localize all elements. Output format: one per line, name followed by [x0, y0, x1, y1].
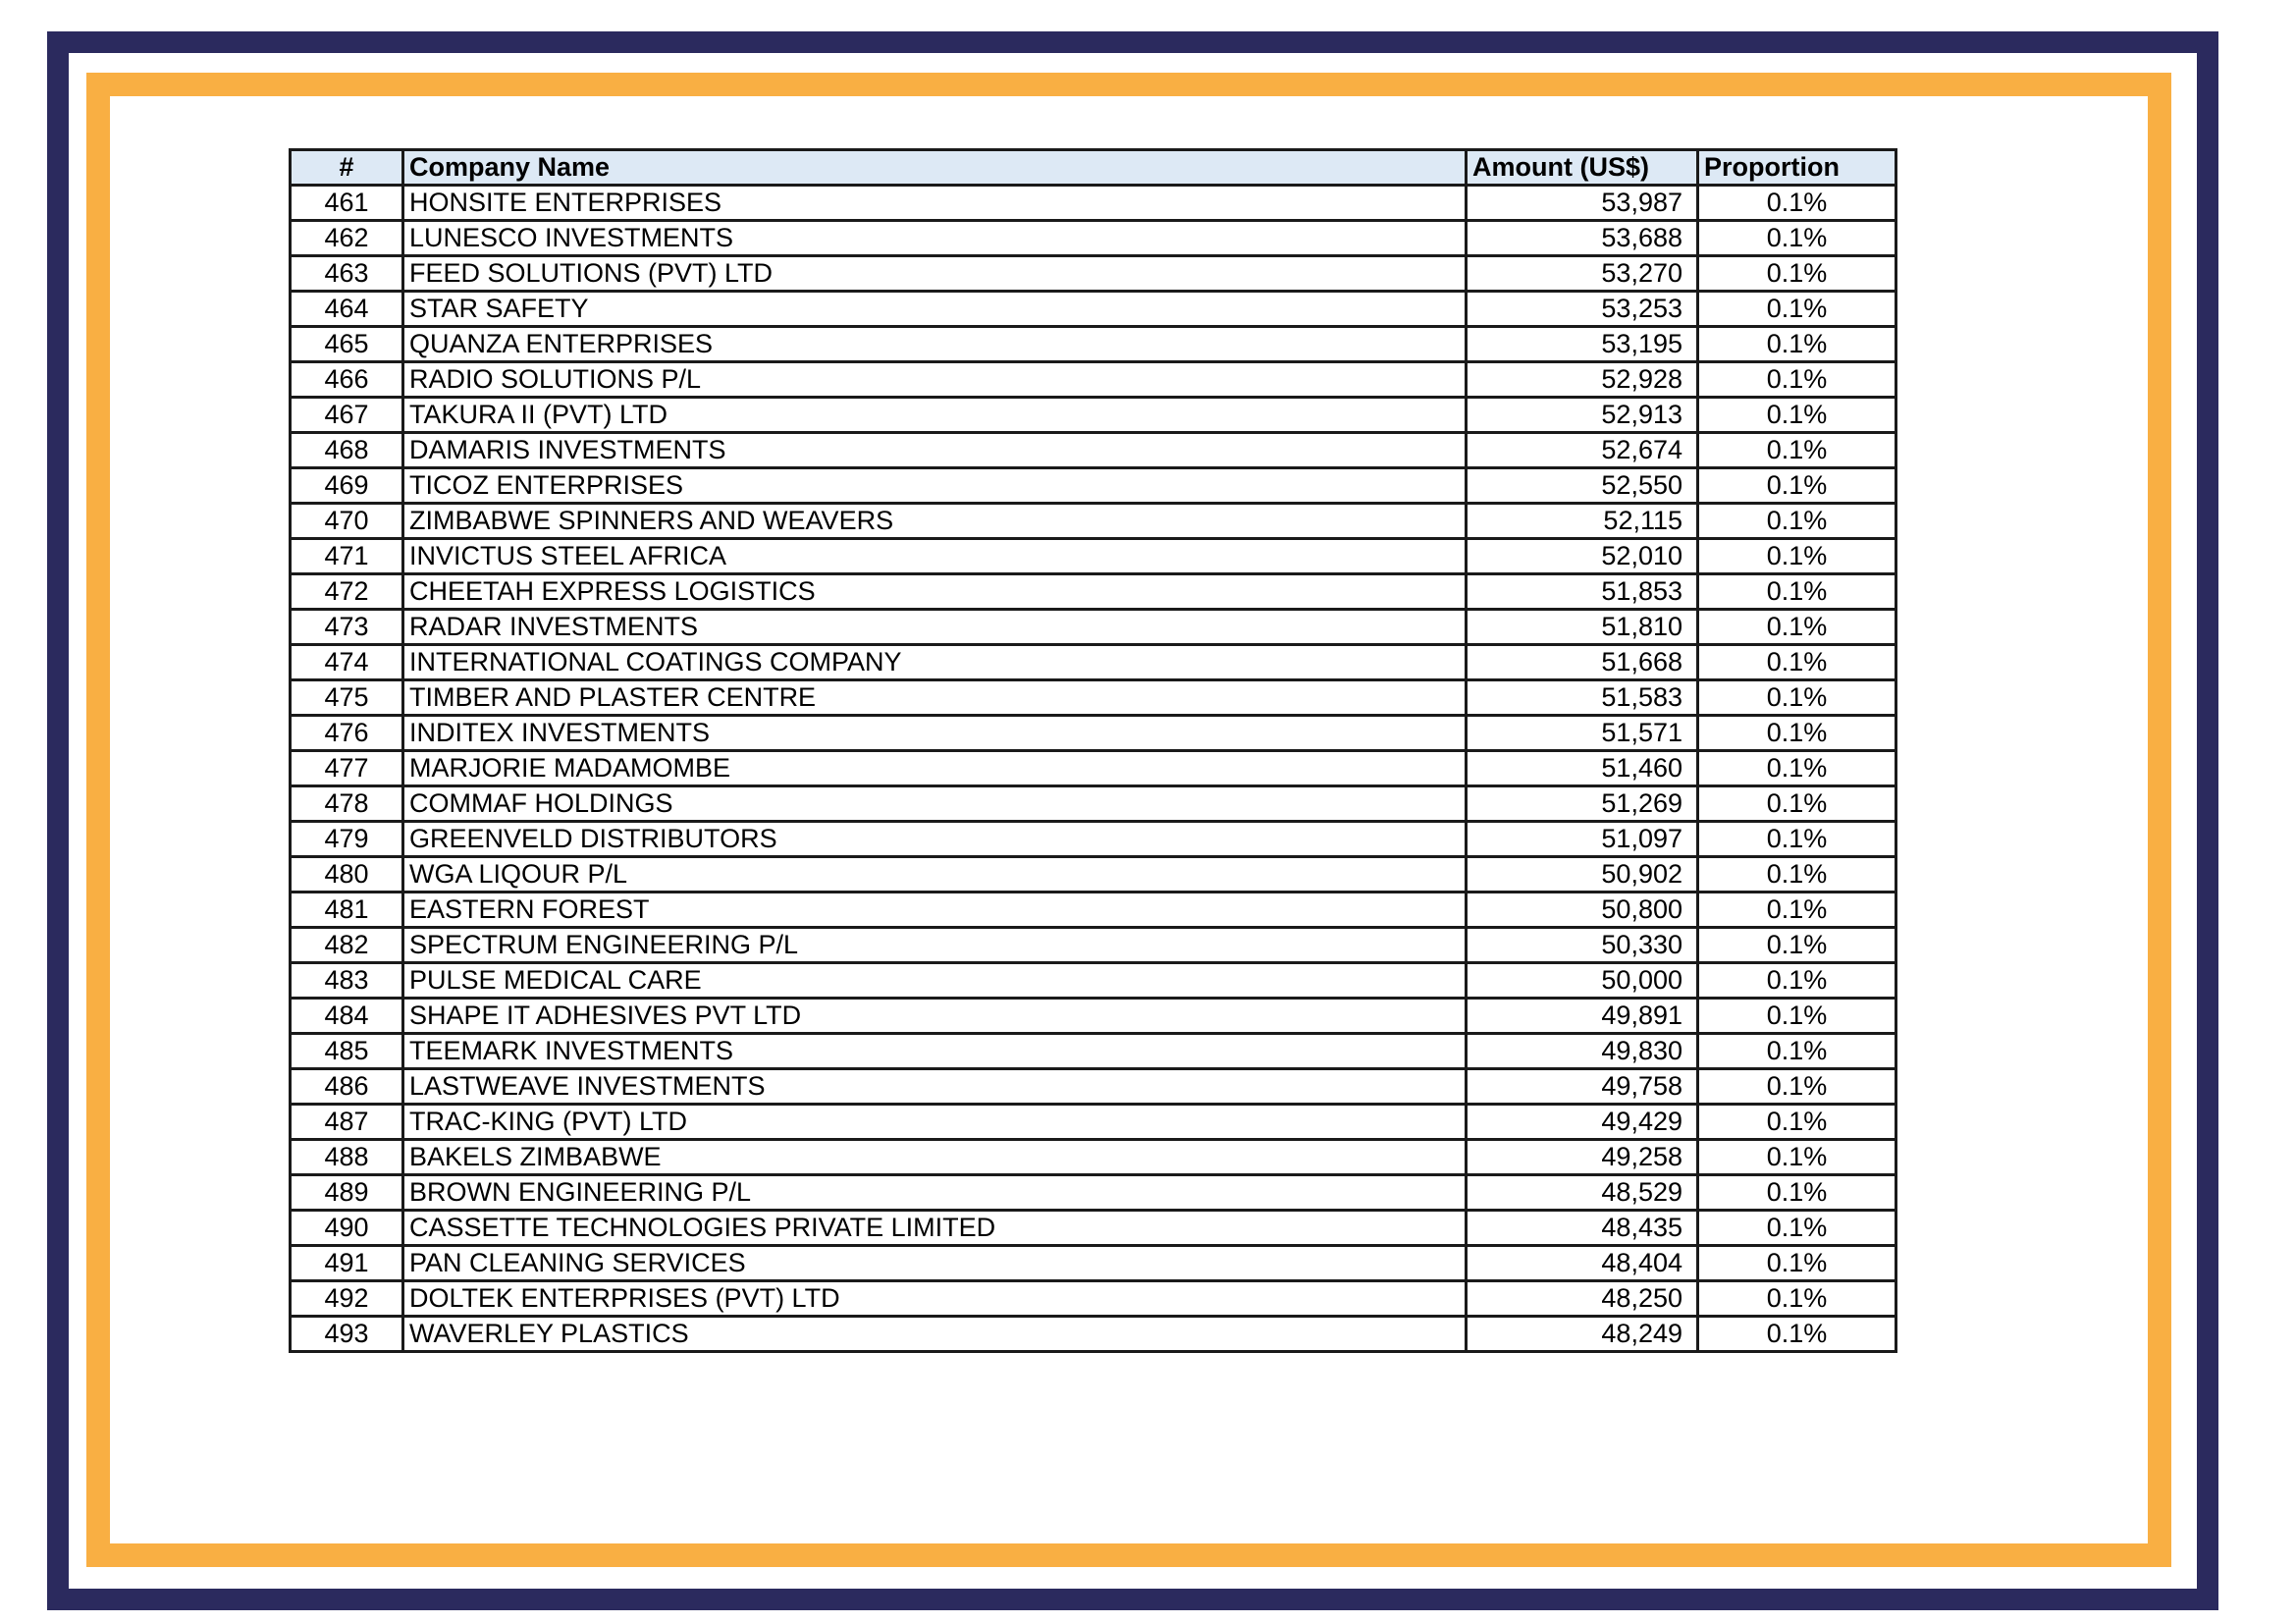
- table-row: [291, 1246, 1896, 1281]
- row-company-name: TAKURA II (PVT) LTD: [403, 398, 1467, 433]
- row-proportion: 0.1%: [1698, 610, 1896, 645]
- row-amount: 52,674: [1467, 433, 1698, 468]
- row-company-name: BAKELS ZIMBABWE: [403, 1140, 1467, 1175]
- table-row: [291, 186, 1896, 221]
- table-row: [291, 1281, 1896, 1317]
- table-row: [291, 1034, 1896, 1069]
- row-amount: 48,404: [1467, 1246, 1698, 1281]
- table-row: [291, 928, 1896, 963]
- row-amount: 52,928: [1467, 362, 1698, 398]
- row-amount: 49,429: [1467, 1105, 1698, 1140]
- row-proportion: 0.1%: [1698, 327, 1896, 362]
- row-proportion: 0.1%: [1698, 1317, 1896, 1352]
- table-row: [291, 433, 1896, 468]
- row-amount: 51,460: [1467, 751, 1698, 786]
- row-company-name: COMMAF HOLDINGS: [403, 786, 1467, 822]
- row-amount: 51,269: [1467, 786, 1698, 822]
- row-proportion: 0.1%: [1698, 680, 1896, 716]
- row-amount: 52,913: [1467, 398, 1698, 433]
- row-proportion: 0.1%: [1698, 362, 1896, 398]
- row-proportion: 0.1%: [1698, 1246, 1896, 1281]
- row-amount: 52,010: [1467, 539, 1698, 574]
- row-company-name: EASTERN FOREST: [403, 893, 1467, 928]
- table-row: [291, 716, 1896, 751]
- table-row: [291, 610, 1896, 645]
- row-number: 464: [291, 292, 403, 327]
- row-proportion: 0.1%: [1698, 1105, 1896, 1140]
- row-company-name: DAMARIS INVESTMENTS: [403, 433, 1467, 468]
- table-row: [291, 963, 1896, 999]
- row-proportion: 0.1%: [1698, 468, 1896, 504]
- row-proportion: 0.1%: [1698, 1281, 1896, 1317]
- row-amount: 50,330: [1467, 928, 1698, 963]
- row-company-name: TEEMARK INVESTMENTS: [403, 1034, 1467, 1069]
- table-row: [291, 1140, 1896, 1175]
- table-row: [291, 1105, 1896, 1140]
- row-number: 472: [291, 574, 403, 610]
- header-proportion: Proportion: [1698, 150, 1896, 186]
- row-company-name: HONSITE ENTERPRISES: [403, 186, 1467, 221]
- row-proportion: 0.1%: [1698, 256, 1896, 292]
- row-amount: 53,253: [1467, 292, 1698, 327]
- row-amount: 51,853: [1467, 574, 1698, 610]
- row-proportion: 0.1%: [1698, 928, 1896, 963]
- row-number: 493: [291, 1317, 403, 1352]
- row-amount: 48,250: [1467, 1281, 1698, 1317]
- row-number: 469: [291, 468, 403, 504]
- row-number: 482: [291, 928, 403, 963]
- row-company-name: RADAR INVESTMENTS: [403, 610, 1467, 645]
- row-number: 468: [291, 433, 403, 468]
- row-company-name: CHEETAH EXPRESS LOGISTICS: [403, 574, 1467, 610]
- row-company-name: BROWN ENGINEERING P/L: [403, 1175, 1467, 1211]
- row-proportion: 0.1%: [1698, 1140, 1896, 1175]
- row-amount: 48,529: [1467, 1175, 1698, 1211]
- row-company-name: ZIMBABWE SPINNERS AND WEAVERS: [403, 504, 1467, 539]
- row-number: 489: [291, 1175, 403, 1211]
- row-number: 488: [291, 1140, 403, 1175]
- row-number: 486: [291, 1069, 403, 1105]
- table-row: [291, 857, 1896, 893]
- row-amount: 48,249: [1467, 1317, 1698, 1352]
- row-proportion: 0.1%: [1698, 999, 1896, 1034]
- row-number: 463: [291, 256, 403, 292]
- row-proportion: 0.1%: [1698, 963, 1896, 999]
- row-proportion: 0.1%: [1698, 857, 1896, 893]
- row-number: 481: [291, 893, 403, 928]
- table-row: [291, 1069, 1896, 1105]
- table-row: [291, 751, 1896, 786]
- row-company-name: INTERNATIONAL COATINGS COMPANY: [403, 645, 1467, 680]
- row-company-name: FEED SOLUTIONS (PVT) LTD: [403, 256, 1467, 292]
- header-amount: Amount (US$): [1467, 150, 1698, 186]
- row-company-name: TICOZ ENTERPRISES: [403, 468, 1467, 504]
- table-row: [291, 574, 1896, 610]
- row-company-name: WAVERLEY PLASTICS: [403, 1317, 1467, 1352]
- table-row: [291, 680, 1896, 716]
- table-row: [291, 786, 1896, 822]
- row-company-name: TRAC-KING (PVT) LTD: [403, 1105, 1467, 1140]
- table-row: [291, 468, 1896, 504]
- table-row: [291, 221, 1896, 256]
- row-company-name: GREENVELD DISTRIBUTORS: [403, 822, 1467, 857]
- row-number: 485: [291, 1034, 403, 1069]
- row-amount: 48,435: [1467, 1211, 1698, 1246]
- row-amount: 49,258: [1467, 1140, 1698, 1175]
- row-amount: 49,758: [1467, 1069, 1698, 1105]
- row-number: 476: [291, 716, 403, 751]
- row-company-name: PULSE MEDICAL CARE: [403, 963, 1467, 999]
- row-amount: 51,668: [1467, 645, 1698, 680]
- row-amount: 53,987: [1467, 186, 1698, 221]
- row-number: 467: [291, 398, 403, 433]
- table-header-row: [291, 150, 1896, 186]
- row-amount: 50,800: [1467, 893, 1698, 928]
- row-amount: 51,571: [1467, 716, 1698, 751]
- row-company-name: INVICTUS STEEL AFRICA: [403, 539, 1467, 574]
- row-proportion: 0.1%: [1698, 292, 1896, 327]
- row-amount: 53,195: [1467, 327, 1698, 362]
- row-number: 479: [291, 822, 403, 857]
- row-number: 474: [291, 645, 403, 680]
- row-proportion: 0.1%: [1698, 893, 1896, 928]
- row-amount: 52,550: [1467, 468, 1698, 504]
- table-row: [291, 256, 1896, 292]
- row-number: 461: [291, 186, 403, 221]
- row-company-name: CASSETTE TECHNOLOGIES PRIVATE LIMITED: [403, 1211, 1467, 1246]
- row-amount: 51,097: [1467, 822, 1698, 857]
- row-proportion: 0.1%: [1698, 1034, 1896, 1069]
- table-row: [291, 893, 1896, 928]
- row-amount: 52,115: [1467, 504, 1698, 539]
- row-proportion: 0.1%: [1698, 786, 1896, 822]
- row-number: 484: [291, 999, 403, 1034]
- row-number: 487: [291, 1105, 403, 1140]
- row-number: 462: [291, 221, 403, 256]
- row-amount: 49,830: [1467, 1034, 1698, 1069]
- row-proportion: 0.1%: [1698, 539, 1896, 574]
- companies-table: [289, 148, 1897, 1353]
- table-row: [291, 292, 1896, 327]
- row-company-name: QUANZA ENTERPRISES: [403, 327, 1467, 362]
- row-proportion: 0.1%: [1698, 1211, 1896, 1246]
- row-proportion: 0.1%: [1698, 574, 1896, 610]
- row-amount: 53,270: [1467, 256, 1698, 292]
- row-proportion: 0.1%: [1698, 716, 1896, 751]
- row-company-name: PAN CLEANING SERVICES: [403, 1246, 1467, 1281]
- row-amount: 50,902: [1467, 857, 1698, 893]
- table-row: [291, 362, 1896, 398]
- row-amount: 53,688: [1467, 221, 1698, 256]
- row-proportion: 0.1%: [1698, 1069, 1896, 1105]
- table-row: [291, 1317, 1896, 1352]
- header-company-name: Company Name: [403, 150, 1467, 186]
- row-proportion: 0.1%: [1698, 504, 1896, 539]
- row-number: 478: [291, 786, 403, 822]
- row-company-name: RADIO SOLUTIONS P/L: [403, 362, 1467, 398]
- row-company-name: STAR SAFETY: [403, 292, 1467, 327]
- table-row: [291, 327, 1896, 362]
- row-amount: 49,891: [1467, 999, 1698, 1034]
- table-row: [291, 645, 1896, 680]
- row-number: 477: [291, 751, 403, 786]
- row-company-name: SPECTRUM ENGINEERING P/L: [403, 928, 1467, 963]
- row-number: 470: [291, 504, 403, 539]
- table-row: [291, 398, 1896, 433]
- row-proportion: 0.1%: [1698, 221, 1896, 256]
- row-number: 466: [291, 362, 403, 398]
- row-number: 465: [291, 327, 403, 362]
- row-number: 490: [291, 1211, 403, 1246]
- row-amount: 50,000: [1467, 963, 1698, 999]
- row-company-name: INDITEX INVESTMENTS: [403, 716, 1467, 751]
- row-proportion: 0.1%: [1698, 645, 1896, 680]
- table-body: [291, 186, 1896, 1352]
- row-amount: 51,583: [1467, 680, 1698, 716]
- row-company-name: LUNESCO INVESTMENTS: [403, 221, 1467, 256]
- table-row: [291, 1211, 1896, 1246]
- row-company-name: DOLTEK ENTERPRISES (PVT) LTD: [403, 1281, 1467, 1317]
- row-proportion: 0.1%: [1698, 398, 1896, 433]
- row-number: 471: [291, 539, 403, 574]
- row-proportion: 0.1%: [1698, 433, 1896, 468]
- header-number: #: [291, 150, 403, 186]
- row-company-name: SHAPE IT ADHESIVES PVT LTD: [403, 999, 1467, 1034]
- row-company-name: WGA LIQOUR P/L: [403, 857, 1467, 893]
- row-proportion: 0.1%: [1698, 1175, 1896, 1211]
- row-company-name: MARJORIE MADAMOMBE: [403, 751, 1467, 786]
- row-number: 480: [291, 857, 403, 893]
- row-proportion: 0.1%: [1698, 751, 1896, 786]
- row-number: 473: [291, 610, 403, 645]
- row-proportion: 0.1%: [1698, 186, 1896, 221]
- row-number: 492: [291, 1281, 403, 1317]
- table-row: [291, 999, 1896, 1034]
- row-amount: 51,810: [1467, 610, 1698, 645]
- table-row: [291, 539, 1896, 574]
- row-number: 483: [291, 963, 403, 999]
- row-company-name: LASTWEAVE INVESTMENTS: [403, 1069, 1467, 1105]
- row-number: 475: [291, 680, 403, 716]
- table-row: [291, 504, 1896, 539]
- row-number: 491: [291, 1246, 403, 1281]
- row-proportion: 0.1%: [1698, 822, 1896, 857]
- table-row: [291, 822, 1896, 857]
- row-company-name: TIMBER AND PLASTER CENTRE: [403, 680, 1467, 716]
- table-row: [291, 1175, 1896, 1211]
